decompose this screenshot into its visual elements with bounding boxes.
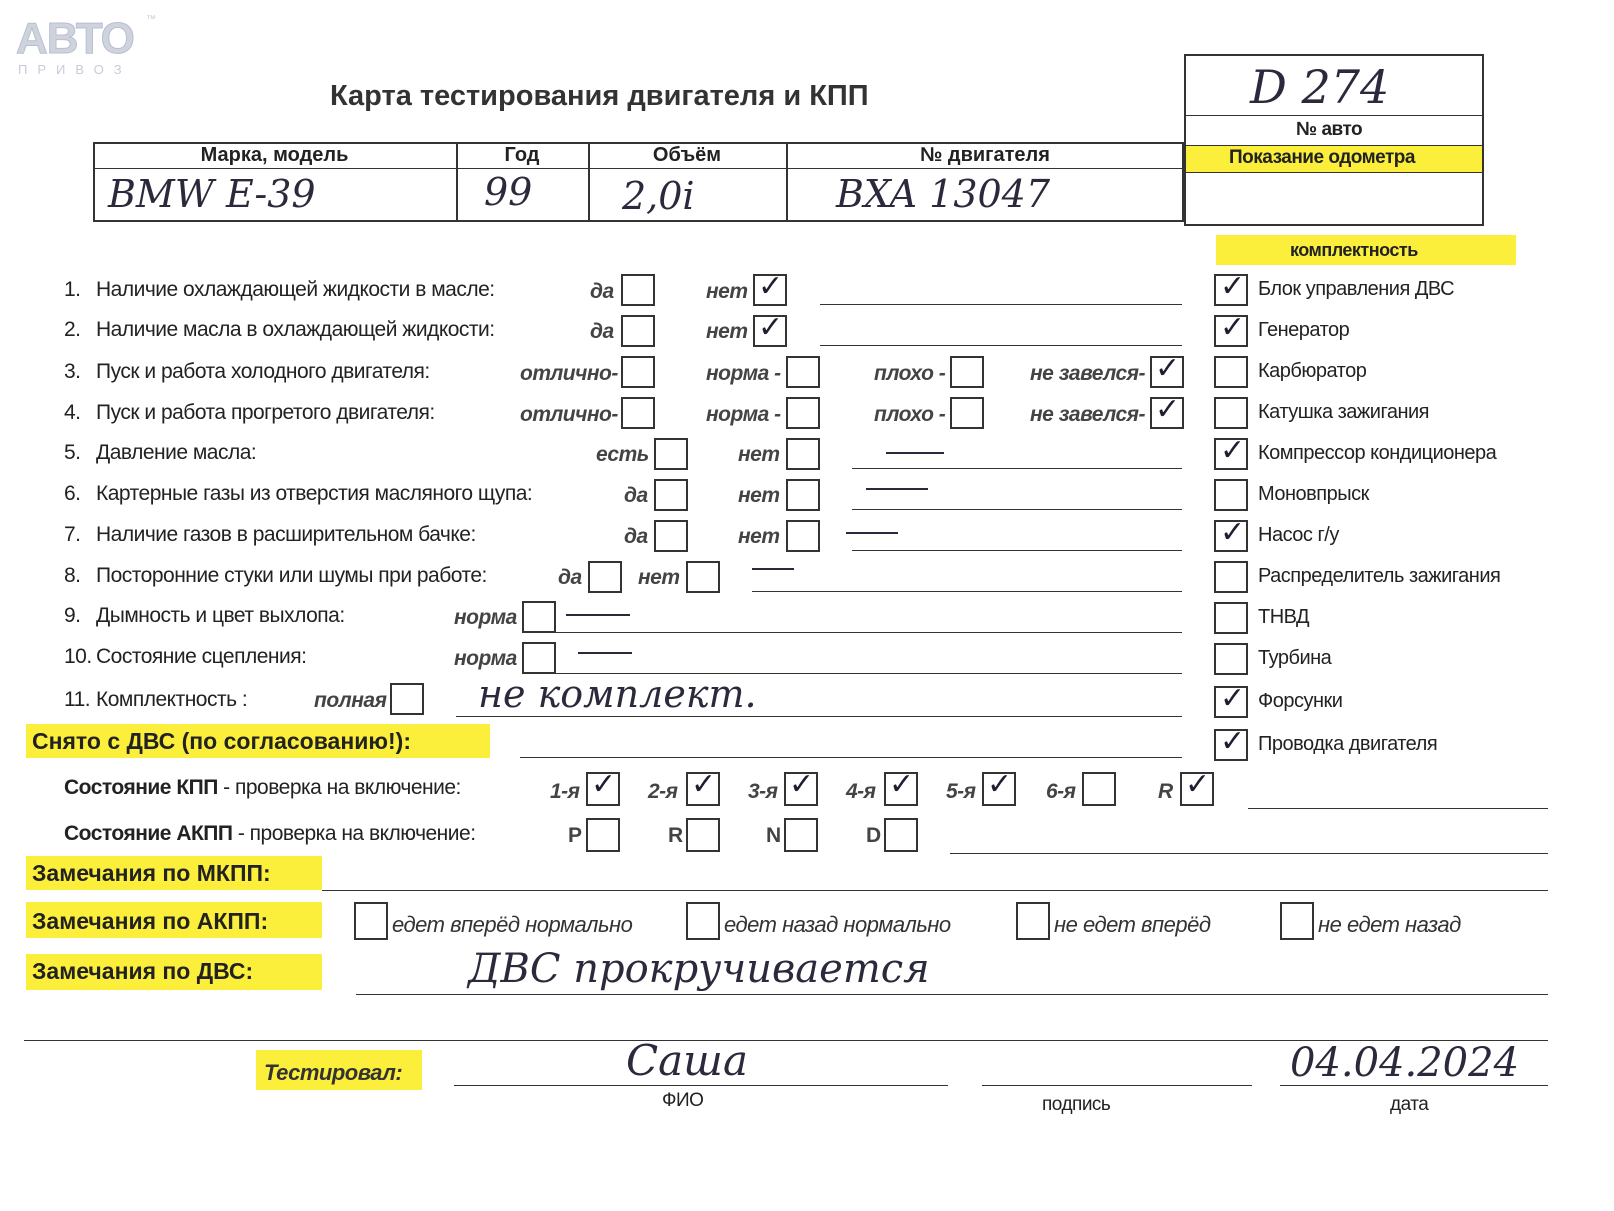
checkbox[interactable] — [786, 438, 820, 470]
akpp-mode-checkbox[interactable] — [784, 818, 818, 852]
akpp-label-bold: Состояние АКПП — [64, 822, 233, 845]
option-label: плохо - — [874, 362, 946, 385]
checkbox[interactable] — [588, 561, 622, 593]
checkmark-icon: ✓ — [889, 767, 915, 802]
signature-label: подпись — [1042, 1094, 1111, 1115]
car-number-label: № авто — [1296, 119, 1363, 140]
item-text: Наличие охлаждающей жидкости в масле: — [96, 278, 495, 301]
akpp-mode-label: P — [568, 824, 582, 847]
item-number: 4. — [64, 401, 81, 424]
option-label: нет — [706, 280, 748, 303]
item-number: 3. — [64, 360, 81, 383]
completeness-item-label: Насос г/у — [1258, 524, 1339, 546]
checkmark-icon: ✓ — [1220, 724, 1246, 759]
gear-label: 3-я — [748, 780, 778, 803]
checkbox[interactable] — [1214, 479, 1248, 511]
checkbox[interactable] — [522, 601, 556, 633]
checkbox[interactable] — [950, 356, 984, 388]
engine-number-label: № двигателя — [920, 144, 1050, 166]
date-label: дата — [1390, 1094, 1429, 1115]
make-value: BMW E-39 — [108, 172, 316, 216]
item-number: 8. — [64, 564, 81, 587]
option-label: есть — [596, 443, 649, 466]
gear-label: 1-я — [550, 780, 580, 803]
item-text: Состояние сцепления: — [96, 645, 307, 668]
gear-label: 5-я — [946, 780, 976, 803]
item-text: Картерные газы из отверстия масляного щупа: — [96, 482, 533, 505]
option-label: норма — [454, 606, 517, 629]
item-number: 5. — [64, 441, 81, 464]
checkbox[interactable] — [1214, 356, 1248, 388]
year-label: Год — [504, 144, 540, 166]
engine-remarks-note: ДВС прокручивается — [468, 946, 930, 992]
option-label: нет — [738, 443, 780, 466]
item-text: Пуск и работа холодного двигателя: — [96, 360, 430, 383]
checkbox[interactable] — [686, 561, 720, 593]
checkmark-icon: ✓ — [758, 310, 784, 345]
volume-value: 2,0i — [622, 174, 695, 218]
tester-name: Саша — [626, 1036, 749, 1085]
option-label: норма — [454, 647, 517, 670]
checkmark-icon: ✓ — [789, 767, 815, 802]
item-number: 10. — [64, 645, 92, 668]
item-number: 1. — [64, 278, 81, 301]
odometer-label: Показание одометра — [1229, 147, 1415, 168]
kpp-label-rest: - проверка на включение: — [217, 776, 461, 799]
item-number: 9. — [64, 604, 81, 627]
item-number: 7. — [64, 523, 81, 546]
kpp-label-bold: Состояние КПП — [64, 776, 218, 799]
checkbox[interactable] — [654, 479, 688, 511]
item-number: 11. — [64, 688, 91, 711]
checkbox[interactable] — [786, 479, 820, 511]
akpp-remark-checkbox[interactable] — [1016, 902, 1050, 940]
option-label: да — [590, 280, 614, 303]
completeness-item-label: Генератор — [1258, 319, 1350, 341]
checkmark-icon: ✓ — [758, 269, 784, 304]
checkmark-icon: ✓ — [1220, 310, 1246, 345]
option-label: нет — [638, 566, 680, 589]
akpp-mode-checkbox[interactable] — [686, 818, 720, 852]
checkbox[interactable] — [1214, 643, 1248, 675]
completeness-item-label: ТНВД — [1258, 606, 1310, 628]
completeness-title: комплектность — [1290, 240, 1418, 260]
akpp-mode-label: N — [766, 824, 781, 847]
checkbox[interactable] — [950, 397, 984, 429]
logo-subtext: ПРИВОЗ — [18, 62, 132, 77]
fio-label: ФИО — [662, 1090, 704, 1111]
option-label: отлично- — [520, 362, 618, 385]
checkbox[interactable] — [654, 438, 688, 470]
checkbox[interactable] — [621, 274, 655, 306]
checkbox[interactable] — [786, 356, 820, 388]
checkmark-icon: ✓ — [1220, 515, 1246, 550]
test-date: 04.04.2024 — [1290, 1040, 1520, 1086]
item-number: 2. — [64, 318, 81, 341]
checkbox[interactable] — [621, 356, 655, 388]
option-label: норма - — [706, 403, 781, 426]
gear-label: 4-я — [846, 780, 876, 803]
checkmark-icon: ✓ — [1155, 351, 1181, 386]
option-label: отлично- — [520, 403, 618, 426]
item-text: Давление масла: — [96, 441, 257, 464]
checkmark-icon: ✓ — [1220, 681, 1246, 716]
akpp-mode-checkbox[interactable] — [586, 818, 620, 852]
item-text: Наличие масла в охлаждающей жидкости: — [96, 318, 495, 341]
checkmark-icon: ✓ — [1155, 392, 1181, 427]
checkbox[interactable] — [654, 520, 688, 552]
logo — [14, 14, 156, 80]
removed-label: Снято с ДВС (по согласованию!): — [32, 728, 411, 754]
checkmark-icon: ✓ — [1185, 767, 1211, 802]
checkmark-icon: ✓ — [691, 767, 717, 802]
checkbox[interactable] — [390, 683, 424, 715]
akpp-label — [64, 822, 476, 846]
akpp-mode-label: R — [668, 824, 683, 847]
checkmark-icon: ✓ — [591, 767, 617, 802]
gear-checkbox[interactable] — [1082, 772, 1116, 806]
akpp-remark-label: не едет назад — [1318, 912, 1461, 937]
checkbox[interactable] — [1214, 561, 1248, 593]
option-label: не завелся- — [1030, 403, 1146, 426]
item-text: Пуск и работа прогретого двигателя: — [96, 401, 435, 424]
completeness-item-label: Распределитель зажигания — [1258, 565, 1501, 587]
year-value: 99 — [484, 170, 533, 214]
akpp-remark-checkbox[interactable] — [686, 902, 720, 940]
akpp-remark-label: едет вперёд нормально — [392, 912, 633, 937]
completeness-item-label: Компрессор кондиционера — [1258, 442, 1497, 464]
checkbox[interactable] — [522, 642, 556, 674]
gear-label: 6-я — [1046, 780, 1076, 803]
completeness-item-label: Моновпрыск — [1258, 483, 1369, 505]
logo-tm: ™ — [146, 14, 156, 25]
checkbox[interactable] — [1214, 602, 1248, 634]
make-label: Марка, модель — [200, 144, 349, 166]
option-label: нет — [706, 320, 748, 343]
item-text: Наличие газов в расширительном бачке: — [96, 523, 476, 546]
akpp-mode-checkbox[interactable] — [884, 818, 918, 852]
akpp-remark-checkbox[interactable] — [1280, 902, 1314, 940]
tested-label: Тестировал: — [264, 1060, 403, 1085]
option-label: не завелся- — [1030, 362, 1146, 385]
akpp-remark-checkbox[interactable] — [354, 902, 388, 940]
volume-label: Объём — [652, 144, 722, 166]
checkbox[interactable] — [621, 315, 655, 347]
checkbox[interactable] — [1214, 397, 1248, 429]
item-text: Комплектность : — [96, 688, 248, 711]
item-text: Дымность и цвет выхлопа: — [96, 604, 345, 627]
option-label: нет — [738, 484, 780, 507]
completeness-item-label: Блок управления ДВС — [1258, 278, 1455, 300]
gear-label: R — [1158, 780, 1173, 803]
completeness-item-label: Проводка двигателя — [1258, 733, 1438, 755]
akpp-remark-label: едет назад нормально — [724, 912, 951, 937]
checkbox[interactable] — [786, 520, 820, 552]
option-label: да — [590, 320, 614, 343]
item-text: Посторонние стуки или шумы при работе: — [96, 564, 487, 587]
completeness-item-label: Форсунки — [1258, 690, 1343, 712]
akpp-label-rest: - проверка на включение: — [232, 822, 476, 845]
option-label: полная — [314, 689, 387, 712]
completeness-note: не комплект. — [478, 672, 757, 716]
checkmark-icon: ✓ — [1220, 269, 1246, 304]
checkmark-icon: ✓ — [987, 767, 1013, 802]
completeness-item-label: Карбюратор — [1258, 360, 1367, 382]
option-label: да — [624, 484, 648, 507]
remarks-akpp-label: Замечания по АКПП: — [32, 908, 269, 934]
option-label: да — [558, 566, 582, 589]
akpp-remark-label: не едет вперёд — [1054, 912, 1211, 937]
completeness-item-label: Катушка зажигания — [1258, 401, 1430, 423]
page-title: Карта тестирования двигателя и КПП — [330, 80, 869, 112]
remarks-dvs-label: Замечания по ДВС: — [32, 958, 254, 984]
option-label: да — [624, 525, 648, 548]
checkbox[interactable] — [621, 397, 655, 429]
kpp-label — [64, 776, 461, 800]
item-number: 6. — [64, 482, 81, 505]
car-number-value: D 274 — [1250, 60, 1390, 114]
logo-text: АВТО — [16, 14, 134, 63]
option-label: норма - — [706, 362, 781, 385]
completeness-item-label: Турбина — [1258, 647, 1332, 669]
engine-number-value: BXA 13047 — [836, 172, 1051, 216]
akpp-mode-label: D — [866, 824, 881, 847]
option-label: нет — [738, 525, 780, 548]
gear-label: 2-я — [648, 780, 678, 803]
remarks-mkpp-label: Замечания по МКПП: — [32, 860, 271, 886]
checkbox[interactable] — [786, 397, 820, 429]
option-label: плохо - — [874, 403, 946, 426]
checkmark-icon: ✓ — [1220, 433, 1246, 468]
